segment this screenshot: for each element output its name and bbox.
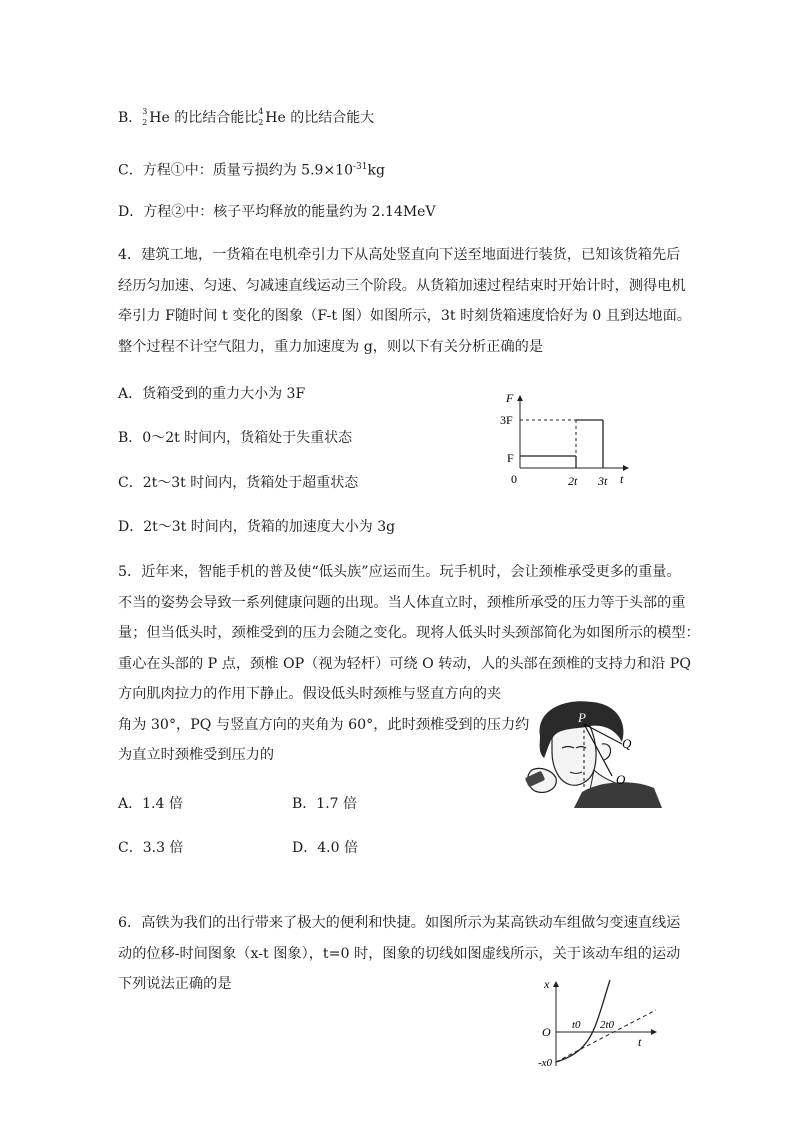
q4-option-b: B．0～2t 时间内，货箱处于失重状态 (118, 430, 353, 446)
origin-label: 0 (511, 472, 517, 486)
nuclide-he3: 3 2 (142, 107, 148, 127)
y-tick-3f: 3F (500, 413, 513, 427)
q4-option-d: D．2t～3t 时间内，货箱的加速度大小为 3g (118, 519, 396, 535)
y-tick-neg-x0: -x0 (538, 1057, 553, 1069)
q6-stem: 6．高铁为我们的出行带来了极大的便利和快捷。如图所示为某高铁动车组做匀变速直线运 动的位移-时间图象（x-t 图象），t=0 时，图象的切线如图虚线所示，关于该动车组的运动 下列说法正确的是 (118, 915, 681, 992)
neck-model-illustration (518, 696, 664, 808)
q5-option-d: D．4.0 倍 (292, 840, 358, 856)
x-tick-t0: t0 (572, 1019, 581, 1031)
y-axis-label: F (506, 391, 514, 405)
x-tick-2t0: 2t0 (600, 1019, 615, 1031)
f-t-graph (496, 386, 636, 492)
q5-option-a: A．1.4 倍 (118, 796, 183, 812)
q4-stem-line: 牵引力 F随时间 t 变化的图象（F-t 图）如图所示，3t 时刻货箱速度恰好为 0 且到达地面。 (118, 308, 691, 324)
x-axis-label: t (638, 1035, 642, 1049)
q5-option-b: B．1.7 倍 (292, 796, 358, 812)
label-o: O (616, 772, 626, 787)
q4-stem-line: 经历匀加速、匀速、匀减速直线运动三个阶段。从货箱加速过程结束时开始计时，测得电机 (118, 277, 686, 294)
q3-option-d: D．方程②中：核子平均释放的能量约为 2.14MeV (118, 204, 436, 220)
x-tick-2t: 2t (568, 474, 578, 488)
nuclide-he4: 4 2 (258, 107, 264, 127)
q4-stem-line: 4．建筑工地，一货箱在电机牵引力下从高处竖直向下送至地面进行装货，已知该货箱先后 (118, 247, 681, 263)
q4-stem (118, 240, 691, 362)
ear (602, 744, 611, 760)
q5-option-c: C．3.3 倍 (118, 840, 184, 856)
q4-option-c: C．2t～3t 时间内，货箱处于超重状态 (118, 475, 359, 491)
x-axis-label: t (620, 472, 624, 486)
q4-option-a: A．货箱受到的重力大小为 3F (118, 386, 306, 402)
q3-option-c: C．方程①中：质量亏损约为 $5.9\times 10^{-31}kg$ (118, 162, 385, 179)
label-q: Q (622, 736, 632, 751)
x-tick-3t: 3t (598, 474, 608, 488)
x-t-graph (532, 974, 662, 1074)
y-tick-f: F (507, 451, 514, 465)
q5-stem: 5．近年来，智能手机的普及使“低头族”应运而生。玩手机时，会让颈椎承受更多的重量。 不当的姿势会导致一系列健康问题的出现。当人体直立时，颈椎所承受的压力等于头部的重 量；但当低头时，颈椎受到的压力会随之变化。现将人低头时头颈部简化为如图所示的模型： 重心在头部的 P 点，颈椎 OP（视为轻杆）可绕 O 转动，人的头部在颈椎的支持力和沿 PQ 方向肌肉拉力的作用下静止。假设低头时颈椎与竖直方向的夹 角为 30°，PQ 与竖直方向的夹角为 60°，此时颈椎受到的压力约 为直立时颈椎受到压力的 (118, 564, 700, 763)
origin-label: O (542, 1025, 551, 1039)
label-p: P (578, 710, 586, 725)
y-axis-label: x (544, 977, 550, 991)
q3-option-b: B． 3 2 He 的比结合能比 4 2 He 的比结合能大 (118, 107, 375, 127)
q4-stem-line: 整个过程不计空气阻力，重力加速度为 g，则以下有关分析正确的是 (118, 338, 544, 355)
